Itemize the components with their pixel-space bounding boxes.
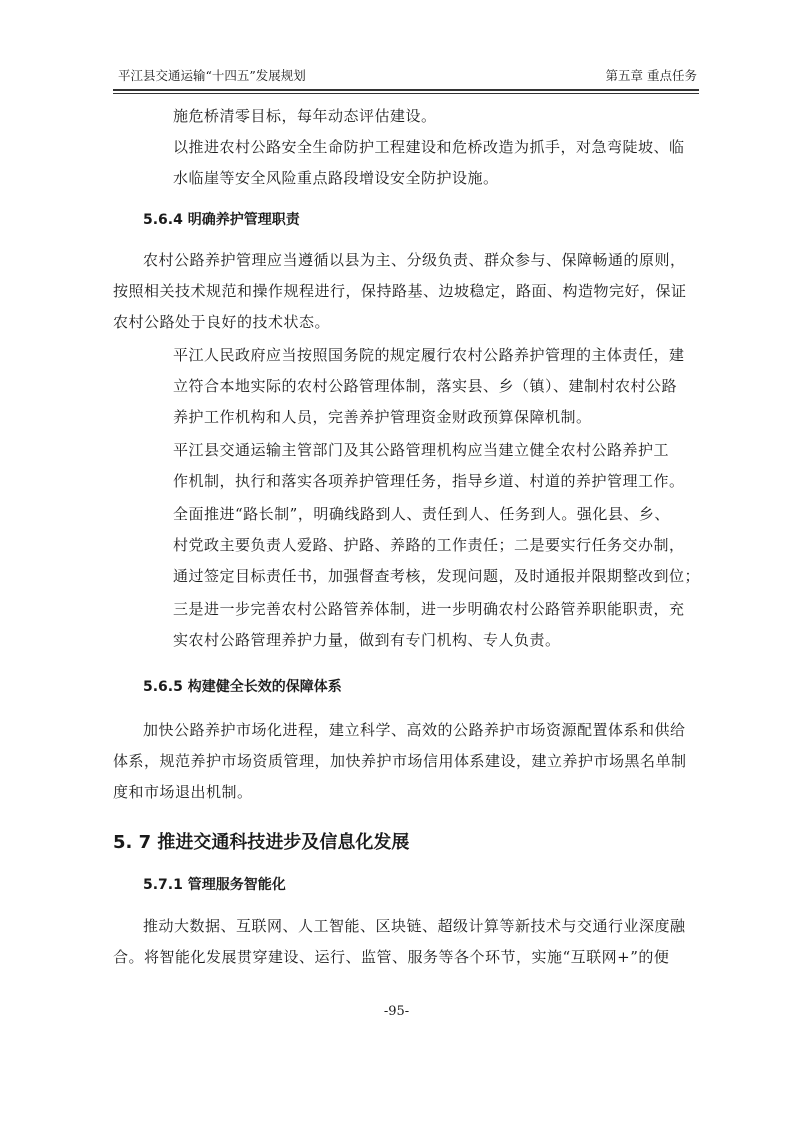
header-rule-thick — [113, 89, 699, 91]
header-rule-thin — [113, 93, 699, 94]
list-line: 实农村公路管理养护力量，做到有专门机构、专人负责。 — [173, 631, 561, 649]
list-line: 作机制，执行和落实各项养护管理任务，指导乡道、村道的养护管理工作。 — [173, 472, 685, 490]
list-line: 三是进一步完善农村公路管养体制，进一步明确农村公路管养职能职责，充 — [173, 600, 685, 618]
paragraph-line: 水临崖等安全风险重点路段增设安全防护设施。 — [173, 169, 499, 187]
list-line: 村党政主要负责人爱路、护路、养路的工作责任；二是要实行任务交办制， — [173, 536, 685, 554]
paragraph-line: 农村公路处于良好的技术状态。 — [113, 313, 331, 331]
section-heading-5-7-1: 5.7.1 管理服务智能化 — [143, 877, 286, 893]
list-line: 通过签定目标责任书，加强督查考核，发现问题，及时通报并限期整改到位； — [173, 567, 701, 585]
paragraph-line: 农村公路养护管理应当遵循以县为主、分级负责、群众参与、保障畅通的原则， — [143, 251, 686, 269]
list-line: 立符合本地实际的农村公路管理体制，落实县、乡（镇）、建制村农村公路 — [173, 377, 678, 395]
list-line: 全面推进“路长制”，明确线路到人、责任到人、任务到人。强化县、乡、 — [173, 505, 670, 523]
list-line: 平江县交通运输主管部门及其公路管理机构应当建立健全农村公路养护工 — [173, 441, 670, 459]
page-number: -95- — [383, 1004, 410, 1019]
section-heading-5-7: 5. 7 推进交通科技进步及信息化发展 — [113, 832, 410, 853]
list-line: 平江人民政府应当按照国务院的规定履行农村公路养护管理的主体责任，建 — [173, 346, 685, 364]
paragraph-line: 合。将智能化发展贯穿建设、运行、监管、服务等各个环节，实施“互联网+”的便 — [113, 948, 670, 966]
section-heading-5-6-5: 5.6.5 构建健全长效的保障体系 — [143, 679, 342, 695]
paragraph-line: 推动大数据、互联网、人工智能、区块链、超级计算等新技术与交通行业深度融 — [143, 917, 686, 935]
section-heading-5-6-4: 5.6.4 明确养护管理职责 — [143, 212, 300, 228]
list-line: 养护工作机构和人员，完善养护管理资金财政预算保障机制。 — [173, 408, 592, 426]
header-chapter-title: 第五章 重点任务 — [605, 68, 697, 83]
paragraph-line: 度和市场退出机制。 — [113, 783, 253, 801]
paragraph-line: 按照相关技术规范和操作规程进行，保持路基、边坡稳定，路面、构造物完好，保证 — [113, 282, 687, 300]
header-document-title: 平江县交通运输“十四五”发展规划 — [118, 68, 306, 83]
paragraph-line: 以推进农村公路安全生命防护工程建设和危桥改造为抓手，对急弯陡坡、临 — [173, 138, 685, 156]
paragraph-line: 施危桥清零目标，每年动态评估建设。 — [173, 107, 437, 125]
paragraph-line: 加快公路养护市场化进程，建立科学、高效的公路养护市场资源配置体系和供给 — [143, 721, 686, 739]
paragraph-line: 体系，规范养护市场资质管理，加快养护市场信用体系建设，建立养护市场黑名单制 — [113, 752, 687, 770]
